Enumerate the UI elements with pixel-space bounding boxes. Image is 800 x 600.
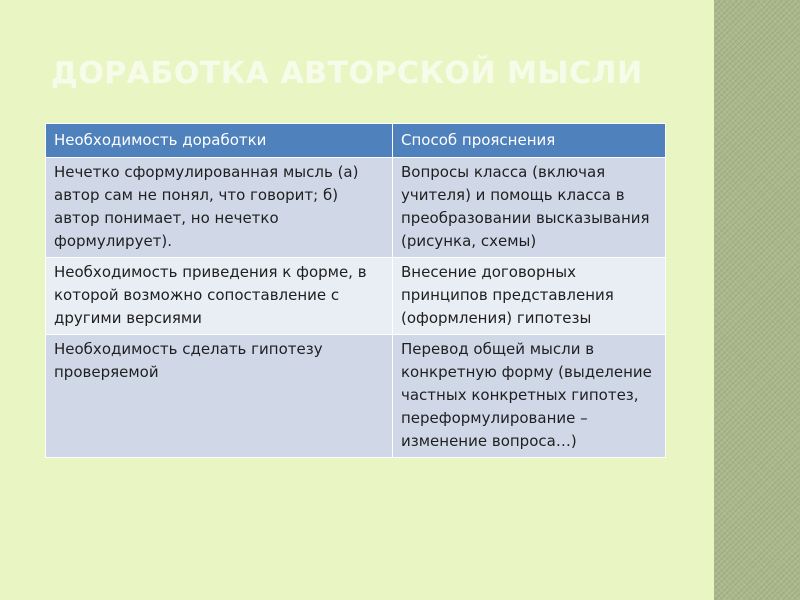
decorative-side-band (714, 0, 800, 600)
cell-need: Нечетко сформулированная мысль (а) автор сам не понял, что говорит; б) автор понимает, но нечетко формулирует). (46, 158, 393, 258)
table-row (46, 335, 666, 458)
table-row (46, 158, 666, 258)
table-header-row (46, 124, 666, 158)
comparison-table (45, 123, 666, 458)
table-row (46, 258, 666, 335)
cell-method: Внесение договорных принципов представления (оформления) гипотезы (393, 258, 666, 335)
cell-method: Вопросы класса (включая учителя) и помощь класса в преобразовании высказывания (рисунка, схемы) (393, 158, 666, 258)
header-need: Необходимость доработки (46, 124, 393, 158)
slide-title: ДОРАБОТКА АВТОРСКОЙ МЫСЛИ (51, 56, 643, 91)
cell-need: Необходимость сделать гипотезу проверяемой (46, 335, 393, 458)
header-method: Способ прояснения (393, 124, 666, 158)
cell-need: Необходимость приведения к форме, в которой возможно сопоставление с другими версиями (46, 258, 393, 335)
cell-method: Перевод общей мысли в конкретную форму (выделение частных конкретных гипотез, переформулирование – изменение вопроса…) (393, 335, 666, 458)
